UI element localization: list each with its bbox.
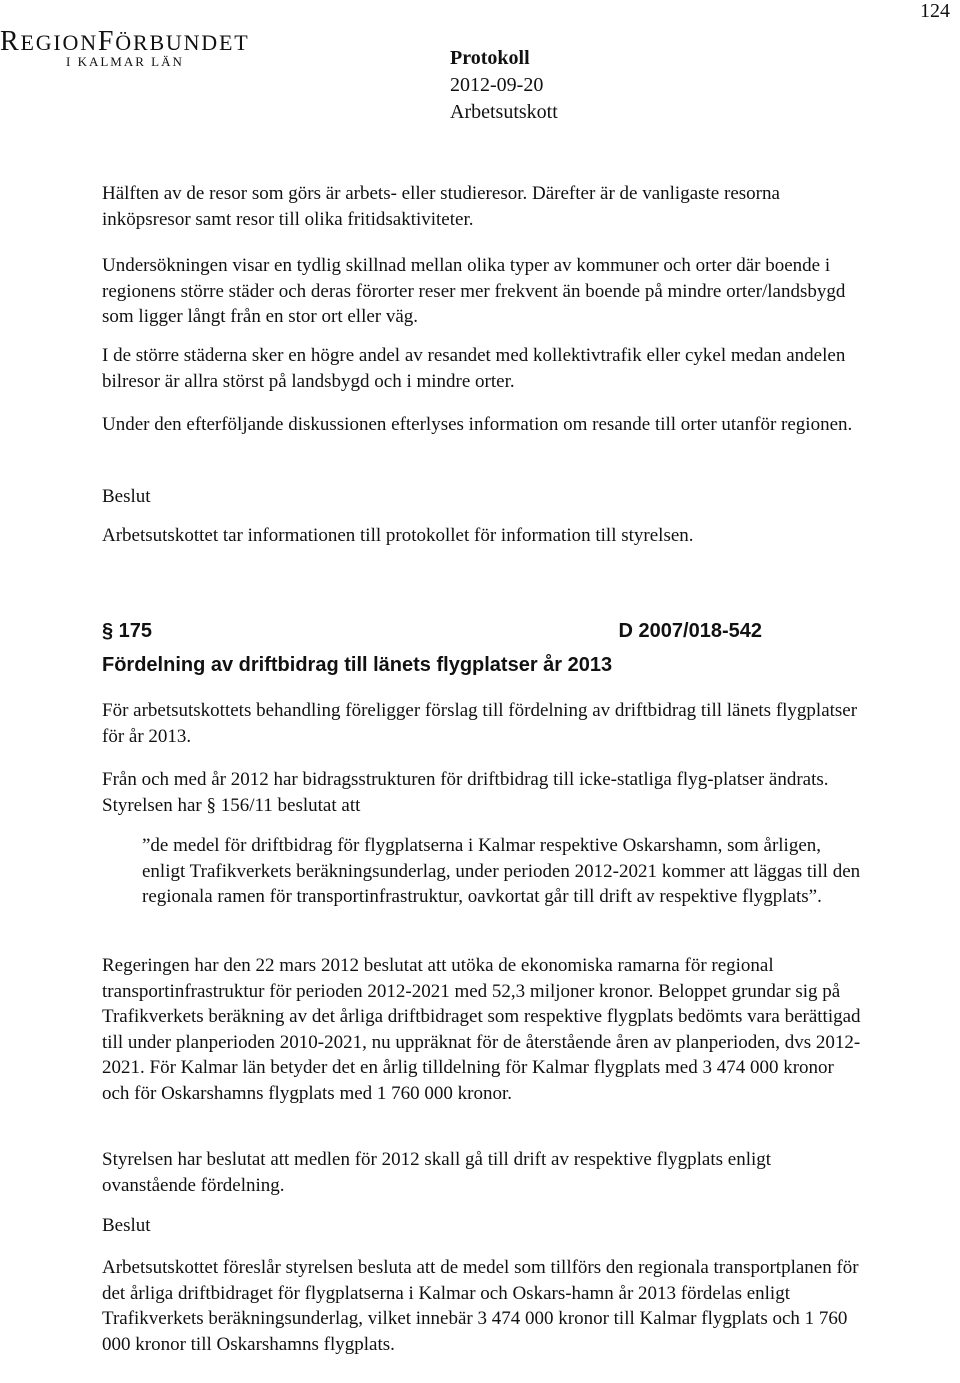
diary-number: D 2007/018-542 <box>618 620 762 642</box>
section-number: § 175 <box>102 620 153 642</box>
beslut-heading-2: Beslut <box>102 1215 151 1236</box>
section-paragraph-1: För arbetsutskottets behandling föreligger förslag till fördelning av driftbidrag till länets flygplatser för år 2013. <box>102 700 858 747</box>
quoted-decision: ”de medel för driftbidrag för flygplatserna i Kalmar respektive Oskarshamn, som årligen, enligt Trafikverkets beräkningsunderlag, under perioden 2012-2021 kommer att läggas till den regionala ramen för transportinfrastruktur, oavkortat går till drift av respektive flygplats”. <box>142 835 861 907</box>
intro-paragraph-2: Undersökningen visar en tydlig skillnad mellan olika typer av kommuner och orter där boende i regionens större städer och deras förorter reser mer frekvent än boende på mindre orter/landsbygd som ligger långt från en stor ort eller väg. <box>102 255 846 327</box>
section-paragraph-4: Styrelsen har beslutat att medlen för 2012 skall gå till drift av respektive flygplats enligt ovanstående fördelning. <box>102 1149 772 1196</box>
beslut-heading: Beslut <box>102 486 151 507</box>
intro-paragraph-1: Hälften av de resor som görs är arbets- eller studieresor. Därefter är de vanligaste resorna inköpsresor samt resor till olika fritidsaktiviteter. <box>102 183 780 230</box>
intro-paragraph-3: I de större städerna sker en högre andel av resandet med kollektivtrafik eller cykel medan andelen bilresor är allra störst på landsbygd och i mindre orter. <box>102 345 846 392</box>
intro-paragraph-4: Under den efterföljande diskussionen efterlyses information om resande till orter utanför regionen. <box>102 414 853 435</box>
section-title: Fördelning av driftbidrag till länets flygplatser år 2013 <box>102 654 613 676</box>
organization-logo <box>0 26 250 69</box>
document-type: Protokoll <box>450 47 530 69</box>
logo-subtitle: I KALMAR LÄN <box>66 54 184 69</box>
document-header <box>450 45 558 126</box>
page-number: 124 <box>920 0 950 22</box>
meeting-date: 2012-09-20 <box>450 74 544 96</box>
section-paragraph-2: Från och med år 2012 har bidragsstrukturen för driftbidrag till icke-statliga flyg-platser ändrats. Styrelsen har § 156/11 beslutat att <box>102 769 829 816</box>
section-decision: Arbetsutskottet föreslår styrelsen besluta att de medel som tillförs den regionala transportplanen för det årliga driftbidraget för flygplatserna i Kalmar och Oskars-hamn år 2013 fördelas enligt Trafikverkets beräkningsunderlag, vilket innebär 3 474 000 kronor till Kalmar flygplats och 1 760 000 kronor till Oskarshamns flygplats. <box>102 1257 859 1355</box>
section-paragraph-3: Regeringen har den 22 mars 2012 beslutat att utöka de ekonomiska ramarna för regional transportinfrastruktur för perioden 2012-2021 med 52,3 miljoner kronor. Beloppet grundar sig på Trafikverkets beräkning av det årliga driftbidraget som respektive flygplats bedömts vara berättigad till under planperioden 2010-2021, nu uppräknat för de återstående åren av planperioden, dvs 2012-2021. För Kalmar län betyder det en årlig tilldelning för Kalmar flygplats med 3 474 000 kronor och för Oskarshamns flygplats med 1 760 000 kronor. <box>102 955 861 1104</box>
committee-name: Arbetsutskott <box>450 101 558 123</box>
logo-wordmark: REGIONFÖRBUNDET <box>0 26 250 57</box>
intro-decision: Arbetsutskottet tar informationen till protokollet för information till styrelsen. <box>102 525 694 546</box>
